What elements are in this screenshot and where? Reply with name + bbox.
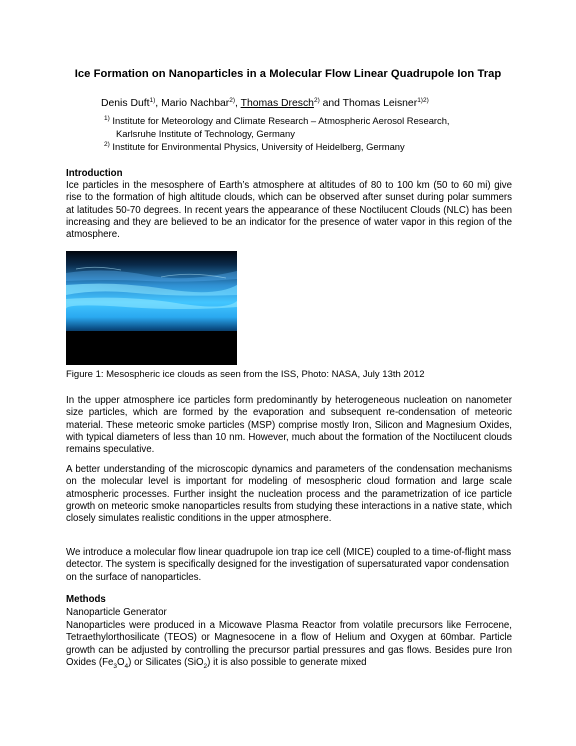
figure-ice-clouds-photo xyxy=(66,251,237,365)
author-list xyxy=(101,97,429,109)
affiliation-mark: 1) xyxy=(104,115,110,122)
author-separator: , xyxy=(155,98,162,109)
photo-mesospheric-clouds xyxy=(66,251,237,365)
paragraph-text: ) or Silicates (SiO xyxy=(128,656,204,668)
body-paragraph: A better understanding of the microscopic dynamics and parameters of the condensation mechanisms on the molecular level is important for modeling of mesospheric cloud formation and large scale atmospheric processes. Further insight the nucleation process and the parametrization of ice particle growth on meteoric smoke nanoparticles results from studying these interactions in a native state, which closely simulates realistic conditions in the upper atmosphere. xyxy=(66,464,512,525)
body-paragraph: We introduce a molecular flow linear quadrupole ion trap ice cell (MICE) coupled to a time-of-flight mass detector. The system is specifically designed for the investigation of supersaturated vapor condensation on the surface of nanoparticles. xyxy=(66,547,512,583)
paragraph-text: ) it is also possible to generate mixed xyxy=(207,656,367,668)
subsection-heading: Nanoparticle Generator xyxy=(66,607,167,618)
affiliation-text: Institute for Meteorology and Climate Research – Atmospheric Aerosol Research, xyxy=(112,115,450,126)
affiliation-text: Institute for Environmental Physics, University of Heidelberg, Germany xyxy=(112,141,405,152)
subscript: 4 xyxy=(124,662,129,670)
affiliation-2 xyxy=(104,138,405,153)
affiliation-text: Karlsruhe Institute of Technology, Germany xyxy=(116,128,295,139)
author-name: Mario Nachbar xyxy=(161,98,230,109)
paragraph-text: Nanoparticles were produced in a Micowave Plasma Reactor from volatile precursors like Ferrocene, Tetraethylorthosilicate (TEOS) or Magnesocene in a flow of Helium and Oxygen at 60mbar. Particle growth can be adjusted by controlling the precursor partial pressures and gas flows. Besides pure Iron Oxides (Fe xyxy=(66,620,512,668)
subscript: 2 xyxy=(203,662,208,670)
body-paragraph xyxy=(66,620,512,673)
author-affiliation-mark: 1) xyxy=(149,97,156,104)
body-paragraph: Ice particles in the mesosphere of Earth’s atmosphere at altitudes of 80 to 100 km (50 to 60 mi) give rise to the formation of high altitude clouds, which can be observed after sunset during polar summers at latitudes 50-70 degrees. In recent years the appearance of these Noctilucent Clouds (NLC) has been increasing and they are believed to be an indicator for the presence of water vapor in this region of the atmosphere. xyxy=(66,180,512,241)
section-heading-introduction: Introduction xyxy=(66,168,123,179)
author-separator: and xyxy=(319,98,343,109)
section-heading-methods: Methods xyxy=(66,594,106,605)
presenting-author-name: Thomas Dresch xyxy=(240,98,314,109)
author-name: Denis Duft xyxy=(101,98,150,109)
paragraph-text: O xyxy=(117,656,125,668)
affiliation-1 xyxy=(104,112,450,140)
author-affiliation-mark: 2) xyxy=(229,97,236,104)
author-name: Thomas Leisner xyxy=(342,98,418,109)
subscript: 3 xyxy=(113,662,117,670)
author-affiliation-mark: 1)2) xyxy=(417,97,429,104)
author-separator: , xyxy=(235,98,241,109)
body-paragraph: In the upper atmosphere ice particles form predominantly by heterogeneous nucleation on nanometer size particles, which are formed by the evaporation and subsequent re-condensation of meteoric material. These meteoric smoke particles (MSP) comprise mostly Iron, Silicon and Magnesium Oxides, with typical diameters of less than 10 nm. However, much about the formation of the Noctilucent clouds remains speculative. xyxy=(66,395,512,456)
figure-caption: Figure 1: Mesospheric ice clouds as seen from the ISS, Photo: NASA, July 13th 2012 xyxy=(66,369,425,380)
affiliation-mark: 2) xyxy=(104,141,110,148)
paper-title: Ice Formation on Nanoparticles in a Molecular Flow Linear Quadrupole Ion Trap xyxy=(74,68,502,80)
author-affiliation-mark: 2) xyxy=(313,97,320,104)
